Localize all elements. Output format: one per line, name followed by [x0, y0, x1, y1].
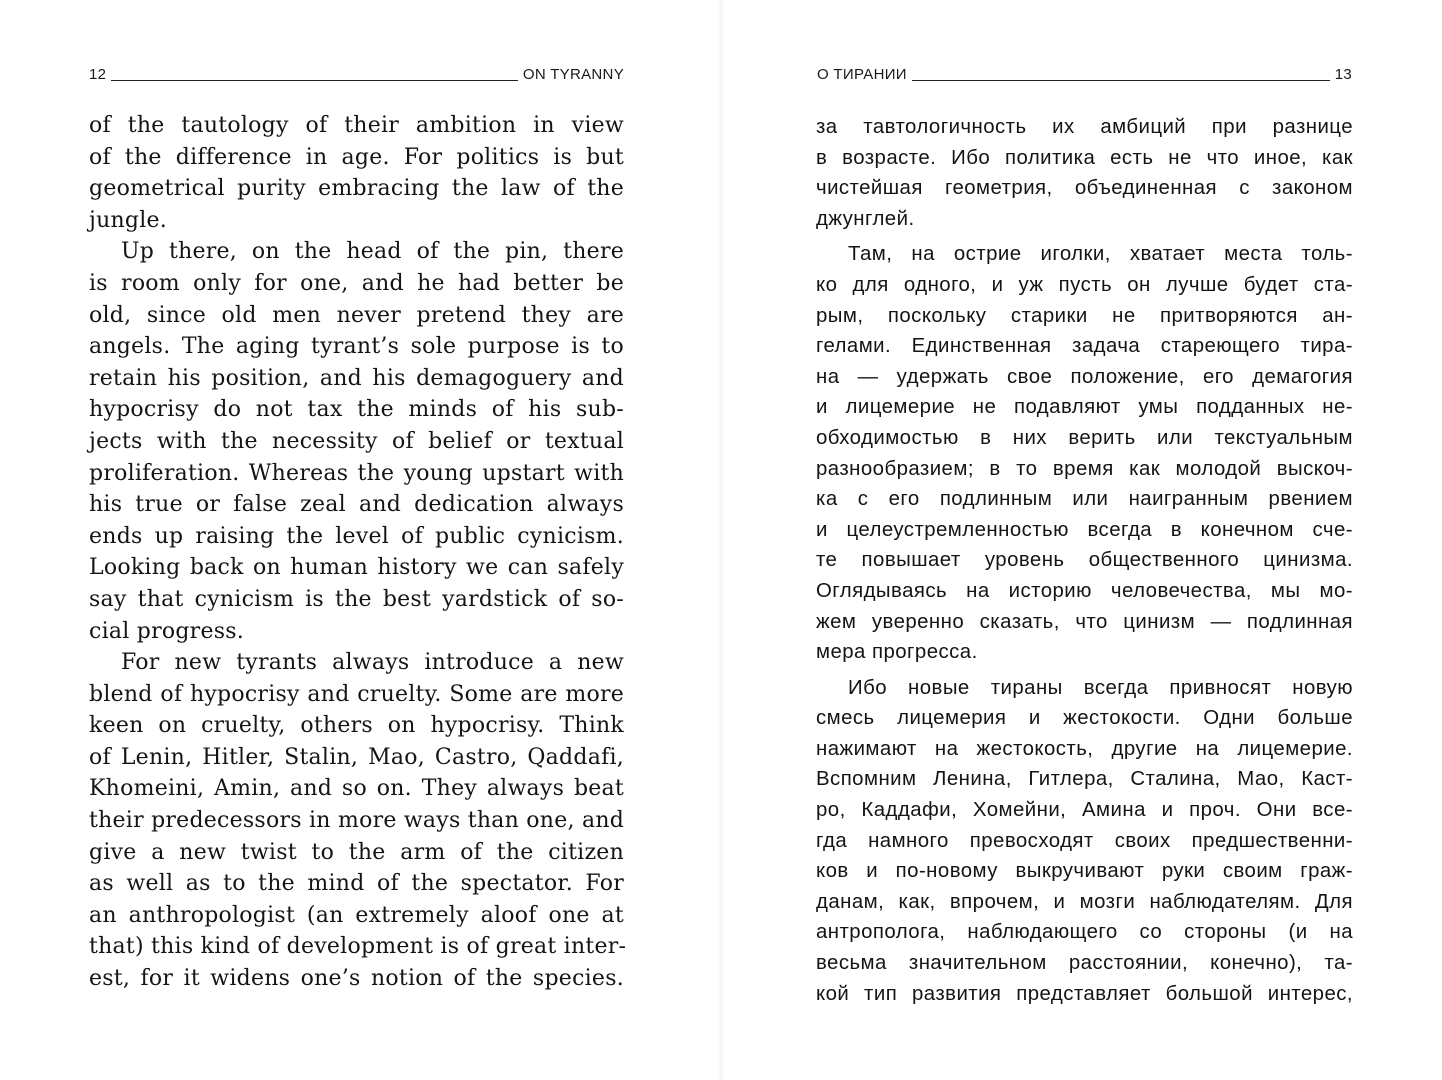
text-line: an anthropologist (an extremely aloof one at	[89, 902, 624, 928]
text-line: cial progress.	[89, 618, 245, 644]
body-text-english	[89, 110, 627, 995]
text-line: say that cynicism is the best yardstick of so-	[89, 586, 624, 612]
paragraph	[816, 239, 1353, 667]
text-line: Looking back on human history we can safely	[89, 555, 624, 581]
text-line: est, for it widens one’s notion of the species.	[89, 966, 624, 992]
paragraph	[816, 112, 1353, 234]
text-line: is room only for one, and he had better be	[89, 270, 624, 296]
text-line: hypocrisy do not tax the minds of his sub-	[89, 397, 624, 423]
text-line: of the difference in age. For politics is but	[89, 144, 624, 170]
paragraph	[89, 110, 624, 236]
text-line: за тавтологичность их амбиций при разнице	[816, 116, 1353, 138]
text-line: Там, на острие иголки, хватает места толь-	[848, 243, 1353, 266]
running-head-left	[89, 61, 624, 85]
text-line: that) this kind of development is of great inter-	[89, 934, 627, 960]
running-head-rule	[912, 80, 1330, 81]
text-line: нажимают на жестокость, другие на лицемерие.	[816, 737, 1353, 760]
paragraph	[89, 647, 627, 995]
text-line: old, since old men never pretend they are	[89, 302, 624, 328]
text-line: смесь лицемерия и жестокости. Одни больше	[816, 707, 1353, 730]
text-line: кой тип развития представляет большой интерес,	[816, 982, 1353, 1005]
text-line: proliferation. Whereas the young upstart with	[89, 460, 624, 486]
text-line: of Lenin, Hitler, Stalin, Mao, Castro, Qaddafi,	[89, 744, 624, 770]
page-number-right: 13	[1334, 66, 1352, 83]
text-line: jects with the necessity of belief or textual	[89, 428, 624, 454]
text-line: на — удержать свое положение, его демагогия	[816, 365, 1353, 388]
text-line: geometrical purity embracing the law of the	[89, 176, 624, 202]
text-line: their predecessors in more ways than one, and	[89, 808, 625, 834]
text-line: his true or false zeal and dedication always	[89, 492, 624, 518]
running-head-rule	[111, 80, 518, 81]
text-line: Ибо новые тираны всегда привносят новую	[848, 676, 1353, 699]
text-line: ends up raising the level of public cynicism.	[89, 523, 624, 549]
text-line: и лицемерие не подавляют умы подданных не-	[816, 396, 1353, 419]
text-line: те повышает уровень общественного цинизма.	[816, 549, 1353, 572]
page-number-left: 12	[89, 66, 107, 83]
body-text-russian	[816, 112, 1353, 1009]
text-line: рым, поскольку старики не притворяются ан-	[816, 304, 1353, 327]
text-line: Khomeini, Amin, and so on. They always beat	[89, 776, 624, 802]
text-line: keen on cruelty, others on hypocrisy. Think	[89, 713, 624, 739]
text-line: ко для одного, и уж пусть он лучше будет ста-	[816, 273, 1353, 296]
text-line: Up there, on the head of the pin, there	[121, 239, 624, 265]
text-line: в возрасте. Ибо политика есть не что иное, как	[816, 146, 1353, 169]
text-line: ка с его подлинным или наигранным рвением	[816, 488, 1353, 511]
right-page	[721, 0, 1442, 1080]
text-line: jungle.	[89, 207, 168, 233]
text-line: данам, как, впрочем, и мозги наблюдателям. Для	[816, 890, 1353, 913]
running-head-title-right: О ТИРАНИИ	[817, 66, 907, 83]
text-line: и целеустремленностью всегда в конечном сче-	[816, 518, 1353, 541]
text-line: angels. The aging tyrant’s sole purpose is to	[89, 334, 624, 360]
text-line: весьма значительном расстоянии, конечно), та-	[816, 952, 1353, 975]
text-line: blend of hypocrisy and cruelty. Some are more	[89, 681, 624, 707]
text-line: of the tautology of their ambition in view	[89, 113, 624, 138]
running-head-right	[817, 61, 1352, 85]
text-line: For new tyrants always introduce a new	[121, 650, 624, 676]
paragraph	[89, 236, 624, 647]
text-line: Вспомним Ленина, Гитлера, Сталина, Мао, Каст-	[816, 768, 1353, 791]
text-line: разнообразием; в то время как молодой выскоч-	[816, 457, 1353, 480]
text-line: антрополога, наблюдающего со стороны (и на	[816, 921, 1353, 944]
text-line: as well as to the mind of the spectator. For	[89, 871, 624, 897]
text-line: джунглей.	[816, 207, 915, 230]
text-line: обходимостью в них верить или текстуальным	[816, 426, 1353, 449]
text-line: Оглядываясь на историю человечества, мы мо-	[816, 579, 1353, 602]
text-line: гелами. Единственная задача стареющего тира-	[816, 335, 1353, 358]
text-line: ро, Каддафи, Хомейни, Амина и проч. Они все-	[816, 799, 1353, 822]
text-line: мера прогресса.	[816, 641, 978, 664]
text-line: retain his position, and his demagoguery and	[89, 365, 624, 391]
paragraph	[816, 673, 1353, 1010]
text-line: give a new twist to the arm of the citizen	[89, 839, 624, 865]
text-line: жем уверенно сказать, что цинизм — подлинная	[816, 610, 1353, 633]
running-head-title-left: ON TYRANNY	[522, 66, 624, 83]
text-line: ков и по-новому выкручивают руки своим граж-	[816, 860, 1353, 883]
text-line: гда намного превосходят своих предшественни-	[816, 829, 1353, 852]
text-line: чистейшая геометрия, объединенная с законом	[816, 177, 1353, 200]
